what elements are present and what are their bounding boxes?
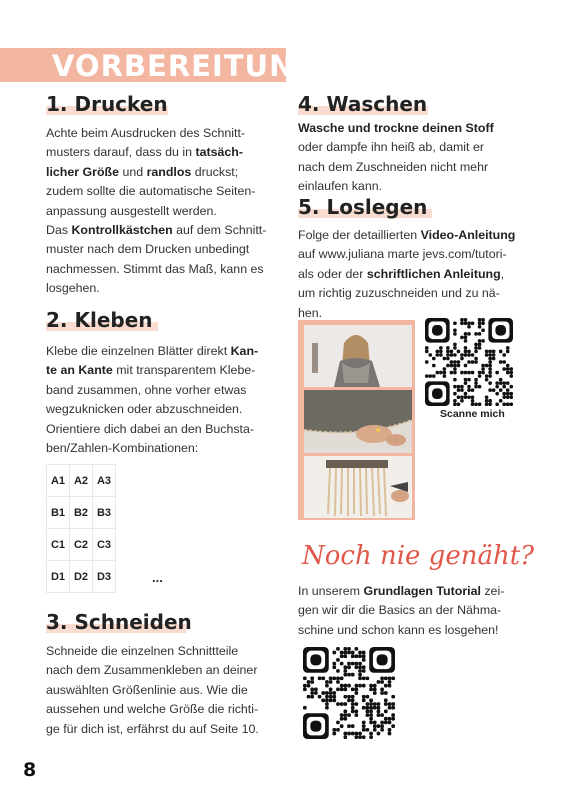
text-line: ge für dich ist, erfährst du auf Seite 10. bbox=[46, 721, 259, 736]
text-line: als oder der schriftlichen Anleitung, bbox=[298, 266, 505, 281]
grid-row bbox=[47, 497, 116, 529]
grid-row bbox=[47, 465, 116, 497]
grid-cell: A1 bbox=[47, 465, 70, 497]
grid-cell: D2 bbox=[70, 561, 93, 593]
text-line: zudem sollte die automatische Seiten- bbox=[46, 184, 256, 199]
heading-schneiden: 3. Schneiden bbox=[46, 610, 192, 634]
qr-code-tutorial[interactable] bbox=[425, 318, 513, 406]
text-line: einlaufen kann. bbox=[298, 179, 383, 194]
text-line: auswählten Größenlinie aus. Wie die bbox=[46, 682, 248, 697]
text-schneiden bbox=[46, 642, 276, 739]
text-line: nachmessen. Stimmt das Maß, kann es bbox=[46, 261, 264, 276]
text-line: um richtig zuzuschneiden und zu nä- bbox=[298, 286, 500, 301]
text-grundlagen bbox=[298, 582, 524, 640]
grid-cell: B1 bbox=[47, 497, 70, 529]
text-line: muster nach dem Drucken unbedingt bbox=[46, 242, 250, 257]
tutorial-photo-person bbox=[304, 325, 412, 387]
text-loslegen bbox=[298, 226, 524, 323]
heading-waschen: 4. Waschen bbox=[298, 92, 428, 116]
grid-cell: A3 bbox=[93, 465, 116, 497]
text-drucken bbox=[46, 124, 276, 299]
grid-row bbox=[47, 529, 116, 561]
text-waschen bbox=[298, 119, 524, 197]
text-line: aussehen und welche Größe die richti- bbox=[46, 702, 259, 717]
page-combination-grid bbox=[46, 464, 116, 593]
text-line: Schneide die einzelnen Schnittteile bbox=[46, 644, 239, 658]
heading-kleben: 2. Kleben bbox=[46, 308, 153, 332]
grid-cell: C2 bbox=[70, 529, 93, 561]
text-line: gen wir dir die Basics an der Nähma- bbox=[298, 603, 502, 618]
text-line: anpassung ausgestellt werden. bbox=[46, 203, 217, 218]
text-line: auf www.juliana marte jevs.com/tutori- bbox=[298, 247, 507, 262]
text-line: wegzuknicken oder abzuschneiden. bbox=[46, 402, 243, 417]
tutorial-photo-fabric bbox=[304, 390, 412, 453]
text-line: nach dem Zuschneiden nicht mehr bbox=[298, 159, 489, 174]
grid-cell: B3 bbox=[93, 497, 116, 529]
grid-cell: D1 bbox=[47, 561, 70, 593]
grid-cell: C3 bbox=[93, 529, 116, 561]
text-line: Wasche und trockne deinen Stoff bbox=[298, 121, 494, 135]
text-line: musters darauf, dass du in tatsäch- bbox=[46, 145, 243, 160]
script-title-text: Noch nie genäht? bbox=[302, 541, 535, 571]
text-line: hen. bbox=[298, 305, 323, 320]
qr-code-grundlagen[interactable] bbox=[303, 647, 395, 739]
heading-loslegen: 5. Loslegen bbox=[298, 195, 428, 219]
grid-cell: B2 bbox=[70, 497, 93, 529]
banner-title: VORBEREITUNG bbox=[52, 49, 320, 83]
page-number: 8 bbox=[23, 759, 37, 781]
text-line: nach dem Zusammenkleben an deiner bbox=[46, 663, 258, 678]
grid-cell: D3 bbox=[93, 561, 116, 593]
text-line: losgehen. bbox=[46, 281, 100, 296]
text-line: Achte beim Ausdrucken des Schnitt- bbox=[46, 126, 246, 140]
text-line: licher Größe und randlos druckst; bbox=[46, 164, 239, 179]
script-title bbox=[298, 528, 535, 578]
text-line: Klebe die einzelnen Blätter direkt Kan- bbox=[46, 344, 259, 358]
tutorial-photo-cutting bbox=[304, 456, 412, 518]
grid-ellipsis: ... bbox=[152, 570, 163, 585]
text-kleben bbox=[46, 342, 276, 458]
scan-label: Scanne mich bbox=[440, 408, 505, 420]
text-line: In unserem Grundlagen Tutorial zei- bbox=[298, 584, 505, 598]
text-line: te an Kante mit transparentem Klebe- bbox=[46, 363, 256, 378]
text-line: Folge der detaillierten Video-Anleitung bbox=[298, 228, 516, 242]
text-line: Orientiere dich dabei an den Buchsta- bbox=[46, 421, 255, 436]
grid-cell: A2 bbox=[70, 465, 93, 497]
grid-cell: C1 bbox=[47, 529, 70, 561]
text-line: band zusammen, ohne vorher etwas bbox=[46, 382, 247, 397]
grid-row bbox=[47, 561, 116, 593]
text-line: schine und schon kann es losgehen! bbox=[298, 622, 499, 637]
text-line: ben/Zahlen-Kombinationen: bbox=[46, 441, 199, 456]
text-line: Das Kontrollkästchen auf dem Schnitt- bbox=[46, 223, 267, 238]
text-line: oder dampfe ihn heiß ab, damit er bbox=[298, 140, 484, 155]
heading-drucken: 1. Drucken bbox=[46, 92, 168, 116]
